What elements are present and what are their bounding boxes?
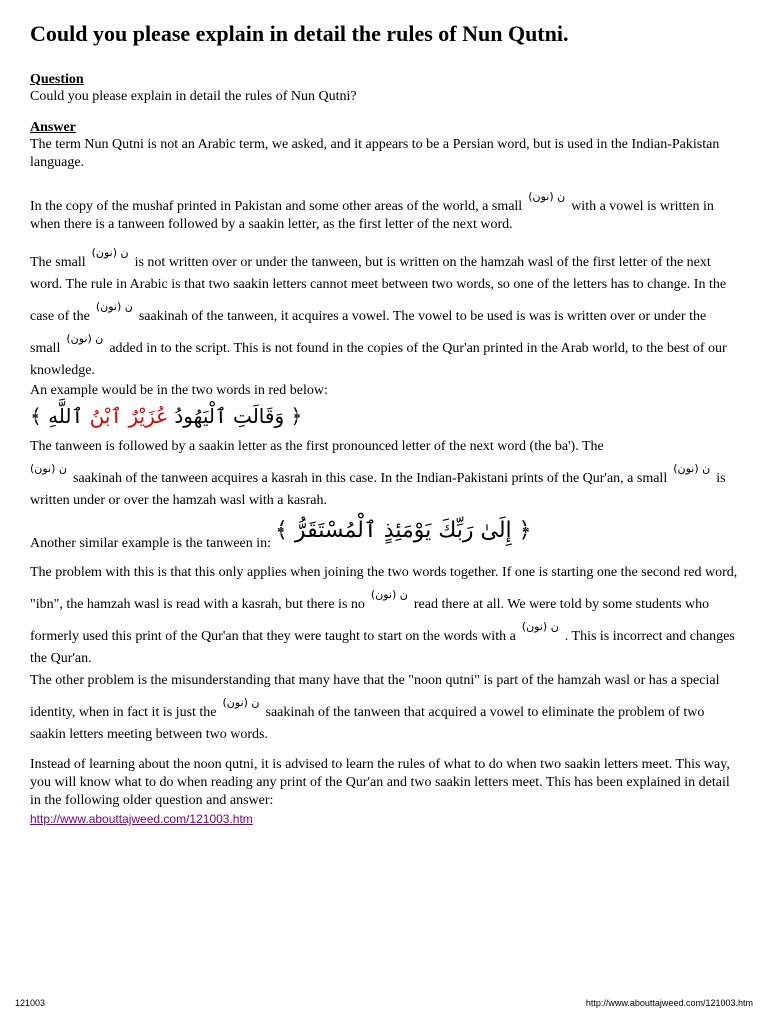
answer-paragraph-1: The term Nun Qutni is not an Arabic term, we asked, and it appears to be a Persian word, but is used in the Indian-Pakistan language. [30,137,720,170]
answer-paragraph-9: Instead of learning about the noon qutni, it is advised to learn the rules of what to do when two saakin letters meet. This way, you will know what to do when reading any print of the Qur'an and two saakin letters meet. This has been explained in detail in the following older question and answer: [30,757,730,808]
question-text: Could you please explain in detail the rules of Nun Qutni? [30,89,357,104]
document-page [30,20,740,828]
small-nun-glyph: ن (نون) [370,588,408,601]
small-nun-glyph: ن (نون) [222,696,260,709]
ayah-example-2: Another similar example is the tanween in: ﴿ إِلَىٰ رَبِّكَ يَوْمَئِذٍ ٱلْمُسْتَقَرُّ ﴾ [30,518,532,551]
answer-paragraph-8: The other problem is the misunderstanding that many have that the "noon qutni" is part of the hamzah wasl or has a special identity, when in fact it is just theن (نون)saakinah of the tanween that acquired a vowel to eliminate the problem of two saakin letters meeting between two words. [30,673,720,742]
question-heading: Question [30,72,84,87]
answer-paragraph-5: The tanween is followed by a saakin letter as the first pronounced letter of the next word (the ba'). The ن (نون)saakinah of the tanween acquires a kasrah in this case. In the Indian-Pakistani prints of the Qur'an, a smallن (نون)is written under or over the hamzah wasl with a kasrah. [30,439,726,508]
ayah-example-1: ﴿ وَقَالَتِ ٱلْيَهُودُ عُزَيْرٌ ٱبْنُ ٱللَّهِ ﴾ [30,404,303,428]
small-nun-glyph: ن (نون) [528,190,566,203]
footer-left: 121003 [15,998,46,1008]
answer-paragraph-2: In the copy of the mushaf printed in Pakistan and some other areas of the world, a smallن (نون)with a vowel is written in when there is a tanween followed by a saakin letter, as the first letter of the next word. [30,190,714,232]
answer-paragraph-4: An example would be in the two words in red below: [30,383,328,398]
answer-paragraph-3: The smallن (نون)is not written over or under the tanween, but is written on the hamzah wasl of the first letter of the next word. The rule in Arabic is that two saakin letters cannot meet between two words, so one of the letters has to change. In the case of theن (نون)saakinah of the tanween, it acquires a vowel. The vowel to be used is was is written over or under the smallن (نون)added in to the script. This is not found in the copies of the Qur'an printed in the Arab world, to the best of our knowledge. [30,242,740,382]
small-nun-glyph: ن (نون) [66,332,104,345]
page-title: Could you please explain in detail the rules of Nun Qutni. [30,21,569,46]
small-nun-glyph: ن (نون) [91,246,129,259]
small-nun-glyph: ن (نون) [673,462,711,475]
small-nun-glyph: ن (نون) [95,300,133,313]
red-words: عُزَيْرٌ ٱبْنُ [89,404,169,428]
reference-link[interactable]: http://www.abouttajweed.com/121003.htm [30,812,253,826]
small-nun-glyph: ن (نون) [30,462,67,475]
answer-paragraph-7: The problem with this is that this only applies when joining the two words together. If one is starting one the second red word, "ibn", the hamzah wasl is read with a kasrah, but there is noن (نون)read there at all. We were told by some students who formerly used this print of the Qur'an that they were taught to start on the words with aن (نون). This is incorrect and changes the Qur'an. [30,565,738,666]
answer-heading: Answer [30,120,76,135]
small-nun-glyph: ن (نون) [521,620,559,633]
ayah-2-text: ﴿ إِلَىٰ رَبِّكَ يَوْمَئِذٍ ٱلْمُسْتَقَرُّ ﴾ [275,518,532,543]
footer-right: http://www.abouttajweed.com/121003.htm [585,998,753,1008]
